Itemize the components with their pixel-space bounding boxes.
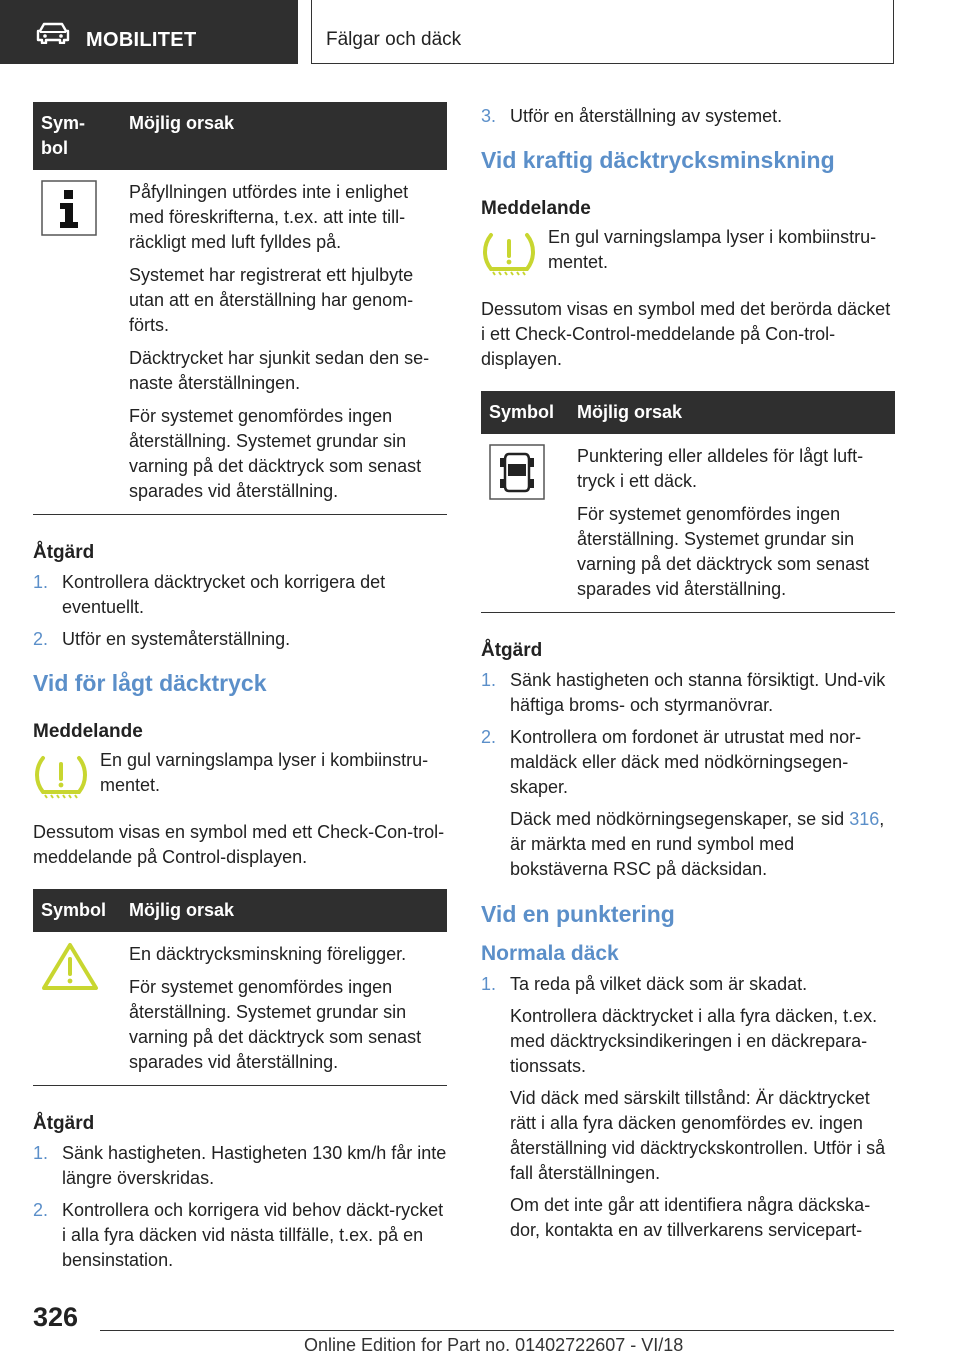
action-step: 2. Utför en systemåterställning.	[33, 629, 291, 649]
message-label: Meddelande	[33, 721, 143, 742]
cause-paragraph: Punktering eller alldeles för lågt luft-tryck i ett däck.	[577, 446, 864, 491]
cause-paragraph: En däcktrycksminskning föreligger.	[129, 944, 407, 964]
col-cause-header: Möjlig orsak	[121, 889, 447, 932]
action-title: Åtgärd	[33, 1113, 95, 1134]
warning-text: En gul varningslampa lyser i kombiinstru-mentet.	[100, 750, 429, 795]
section-heading: Vid en punktering	[481, 901, 675, 927]
right-column	[481, 102, 895, 1250]
action-step: 1. Kontrollera däcktrycket och korrigera det eventuellt.	[33, 572, 386, 617]
warning-text: En gul varningslampa lyser i kombiinstru-mentet.	[548, 227, 877, 272]
warning-triangle-icon	[41, 942, 99, 992]
page-footer	[0, 1295, 960, 1362]
symbol-cell	[481, 434, 569, 613]
edition-text: Online Edition for Part no. 01402722607 - VI/18	[304, 1335, 684, 1355]
tire-pressure-warning-icon	[33, 752, 89, 800]
body-text: Dessutom visas en symbol med det berörda däcket i ett Check-Control-meddelande på Con-trol-displayen.	[481, 299, 891, 369]
action-step: 2. Kontrollera om fordonet är utrustat med nor-maldäck eller däck med nödkörningsegen-skaper. Däck med nödkörningsegenskaper, se sid 316, är märkta med en rund symbol med bokstäverna RSC på däcksidan.	[481, 727, 885, 879]
symbol-cell	[33, 932, 121, 1086]
sub-heading: Normala däck	[481, 942, 619, 965]
message-label: Meddelande	[481, 198, 591, 219]
action-step: 3. Utför en återställning av systemet.	[481, 106, 783, 126]
section-heading: Vid kraftig däcktrycksminskning	[481, 147, 835, 173]
cause-paragraph: Däcktrycket har sjunkit sedan den se-naste återställningen.	[129, 348, 430, 393]
cause-paragraph: Systemet har registrerat ett hjulbyte utan att en återställning har genom-förts.	[129, 265, 414, 335]
section-title: MOBILITET	[86, 29, 197, 51]
col-cause-header: Möjlig orsak	[569, 391, 895, 434]
action-step: 1. Ta reda på vilket däck som är skadat. Kontrollera däcktrycket i alla fyra däcken, t.ex. med däcktrycksindikeringen i en däckrepara-tionssats. Vid däck med särskilt tillstånd: Är däcktrycket rätt i alla fyra däcken genomfördes ev. ingen återställning vid däcktryckskontrollen. Utför i så fall återställningen. Om det inte går att identifiera några däckska-dor, kontakta en av tillverkarens servicepart-	[481, 974, 886, 1240]
car-tire-icon	[489, 444, 545, 500]
page-header	[0, 0, 960, 66]
chapter-tab[interactable]	[311, 0, 894, 64]
cause-paragraph: Påfyllningen utfördes inte i enlighet med föreskrifterna, t.ex. att inte till-räckligt med luft fylldes på.	[129, 182, 409, 252]
car-icon	[36, 22, 70, 44]
col-symbol-header: Symbol	[33, 889, 121, 932]
action-list	[481, 668, 895, 882]
action-step: 1. Sänk hastigheten och stanna försiktigt. Und-vik häftiga broms- och styrmanövrar.	[481, 670, 886, 715]
action-step: 1. Sänk hastigheten. Hastigheten 130 km/h får inte längre överskridas.	[33, 1143, 447, 1188]
warning-row	[33, 748, 447, 808]
col-symbol-header: Symbol	[481, 391, 569, 434]
cause-paragraph: För systemet genomfördes ingen återställning. Systemet grundar sin varning på det däcktryck som senast sparades vid återställning.	[577, 504, 870, 599]
section-tab[interactable]	[0, 0, 298, 64]
chapter-title: Fälgar och däck	[326, 29, 462, 50]
cause-paragraph: För systemet genomfördes ingen återställning. Systemet grundar sin varning på det däcktryck som senast sparades vid återställning.	[129, 406, 422, 501]
cause-paragraph: För systemet genomfördes ingen återställning. Systemet grundar sin varning på det däcktryck som senast sparades vid återställning.	[129, 977, 422, 1072]
info-icon	[41, 180, 97, 236]
body-text: Dessutom visas en symbol med ett Check-Con-trol-meddelande på Control-displayen.	[33, 822, 445, 867]
cause-cell	[121, 170, 447, 515]
page-link[interactable]: 316	[849, 809, 880, 829]
left-column	[33, 102, 447, 1280]
tire-pressure-warning-icon	[481, 229, 537, 277]
symbol-table-3	[481, 391, 895, 613]
warning-row	[481, 225, 895, 285]
action-title: Åtgärd	[481, 640, 543, 661]
action-title: Åtgärd	[33, 542, 95, 563]
page-number: 326	[33, 1302, 79, 1332]
action-list	[33, 1141, 447, 1273]
symbol-cell	[33, 170, 121, 515]
action-list	[33, 570, 447, 652]
footer-divider	[100, 1330, 894, 1331]
col-cause-header: Möjlig orsak	[121, 102, 447, 170]
cause-cell	[569, 434, 895, 613]
action-list	[481, 104, 895, 129]
section-heading: Vid för lågt däcktryck	[33, 670, 267, 696]
action-step: 2. Kontrollera och korrigera vid behov däckt-rycket i alla fyra däcken vid nästa tillfälle, t.ex. på en bensinstation.	[33, 1200, 444, 1270]
col-symbol-header: Sym- bol	[33, 102, 121, 170]
symbol-table-1	[33, 102, 447, 515]
action-list	[481, 972, 895, 1243]
cause-cell	[121, 932, 447, 1086]
symbol-table-2	[33, 889, 447, 1086]
